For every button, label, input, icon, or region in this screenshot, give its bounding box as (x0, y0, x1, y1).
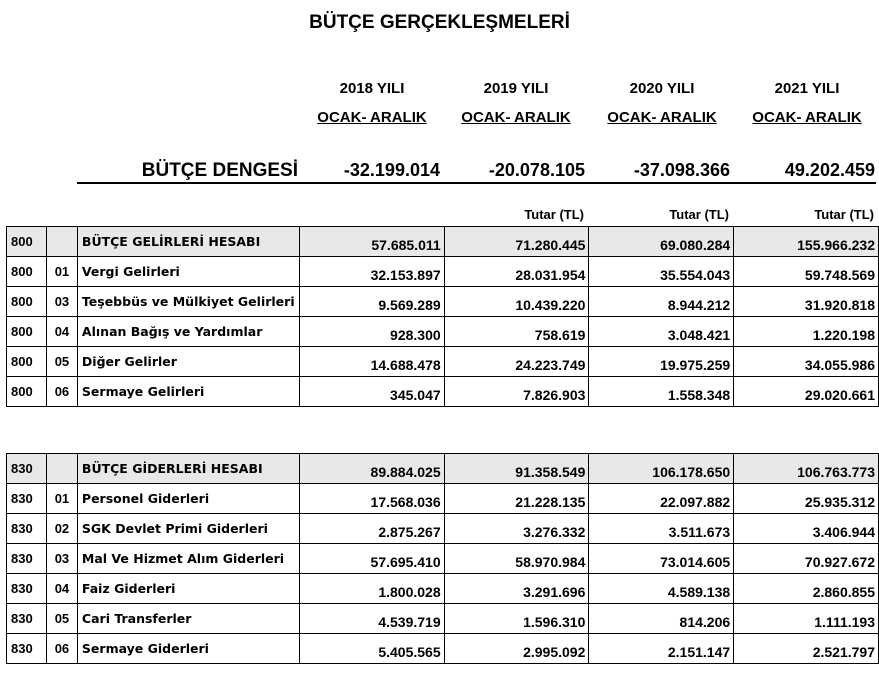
account-code: 800 (7, 287, 47, 317)
amount-cell: 9.569.289 (299, 287, 444, 317)
amount-cell: 3.291.696 (444, 574, 589, 604)
revenue-table (6, 226, 879, 407)
account-name: Sermaye Gelirleri (77, 377, 299, 407)
amount-cell: 2.151.147 (589, 634, 734, 664)
sub-code: 01 (46, 257, 77, 287)
amount-cell: 89.884.025 (299, 454, 444, 484)
account-code: 830 (7, 514, 47, 544)
amount-cell: 1.220.198 (734, 317, 879, 347)
amount-cell: 4.539.719 (299, 604, 444, 634)
budget-balance-2021: 49.202.459 (784, 160, 875, 180)
year-header-2021: 2021 YILI (774, 80, 840, 97)
table-row (7, 377, 879, 407)
amount-header-2021: Tutar (TL) (814, 207, 874, 222)
amount-cell: 32.153.897 (299, 257, 444, 287)
amount-cell: 758.619 (444, 317, 589, 347)
amount-cell: 3.048.421 (589, 317, 734, 347)
table-row (7, 257, 879, 287)
amount-cell: 21.228.135 (444, 484, 589, 514)
table-row (7, 347, 879, 377)
amount-cell: 25.935.312 (734, 484, 879, 514)
amount-header-2020: Tutar (TL) (669, 207, 729, 222)
amount-cell: 928.300 (299, 317, 444, 347)
amount-cell: 814.206 (589, 604, 734, 634)
account-name: Teşebbüs ve Mülkiyet Gelirleri (77, 287, 299, 317)
amount-cell: 1.111.193 (734, 604, 879, 634)
account-name: SGK Devlet Primi Giderleri (77, 514, 299, 544)
account-code: 830 (7, 544, 47, 574)
amount-cell: 14.688.478 (299, 347, 444, 377)
amount-cell: 4.589.138 (589, 574, 734, 604)
sub-code: 04 (46, 317, 77, 347)
amount-cell: 1.596.310 (444, 604, 589, 634)
sub-code: 03 (46, 287, 77, 317)
sub-code: 05 (46, 604, 77, 634)
amount-cell: 59.748.569 (734, 257, 879, 287)
amount-cell: 29.020.661 (734, 377, 879, 407)
account-code: 800 (7, 347, 47, 377)
table-row (7, 317, 879, 347)
account-code: 830 (7, 634, 47, 664)
amount-cell: 22.097.882 (589, 484, 734, 514)
account-code: 800 (7, 257, 47, 287)
amount-cell: 57.685.011 (299, 227, 444, 257)
sub-code: 03 (46, 544, 77, 574)
sub-code: 06 (46, 377, 77, 407)
sub-code (46, 454, 77, 484)
amount-cell: 2.860.855 (734, 574, 879, 604)
amount-cell: 3.511.673 (589, 514, 734, 544)
account-name: Faiz Giderleri (77, 574, 299, 604)
amount-cell: 70.927.672 (734, 544, 879, 574)
account-code: 800 (7, 317, 47, 347)
amount-cell: 35.554.043 (589, 257, 734, 287)
account-name: Diğer Gelirler (77, 347, 299, 377)
amount-cell: 2.995.092 (444, 634, 589, 664)
sub-code (46, 227, 77, 257)
amount-cell: 1.800.028 (299, 574, 444, 604)
account-name: Sermaye Giderleri (77, 634, 299, 664)
amount-cell: 31.920.818 (734, 287, 879, 317)
period-label-2021: OCAK- ARALIK (752, 109, 862, 126)
period-label-2020: OCAK- ARALIK (607, 109, 717, 126)
year-header-2020: 2020 YILI (629, 80, 695, 97)
account-code: 830 (7, 484, 47, 514)
amount-cell: 10.439.220 (444, 287, 589, 317)
budget-balance-2018: -32.199.014 (343, 160, 440, 180)
amount-cell: 155.966.232 (734, 227, 879, 257)
amount-cell: 28.031.954 (444, 257, 589, 287)
account-name: Mal Ve Hizmet Alım Giderleri (77, 544, 299, 574)
amount-cell: 3.406.944 (734, 514, 879, 544)
table-row (7, 574, 879, 604)
account-code: 800 (7, 377, 47, 407)
amount-cell: 106.178.650 (589, 454, 734, 484)
budget-balance-2020: -37.098.366 (633, 160, 730, 180)
amount-cell: 17.568.036 (299, 484, 444, 514)
sub-code: 06 (46, 634, 77, 664)
revenue-total-row (7, 227, 879, 257)
amount-cell: 345.047 (299, 377, 444, 407)
year-header-2018: 2018 YILI (339, 80, 405, 97)
sub-code: 05 (46, 347, 77, 377)
expense-table (6, 453, 879, 664)
budget-balance-2019: -20.078.105 (488, 160, 585, 180)
table-row (7, 514, 879, 544)
balance-underline (77, 182, 876, 184)
amount-cell: 58.970.984 (444, 544, 589, 574)
sub-code: 04 (46, 574, 77, 604)
budget-balance-label: BÜTÇE DENGESİ (141, 160, 298, 181)
amount-header-2019: Tutar (TL) (524, 207, 584, 222)
sub-code: 01 (46, 484, 77, 514)
table-row (7, 544, 879, 574)
table-row (7, 634, 879, 664)
account-name: BÜTÇE GİDERLERİ HESABI (77, 454, 299, 484)
amount-cell: 71.280.445 (444, 227, 589, 257)
amount-cell: 73.014.605 (589, 544, 734, 574)
amount-cell: 91.358.549 (444, 454, 589, 484)
account-code: 830 (7, 574, 47, 604)
period-label-2019: OCAK- ARALIK (461, 109, 571, 126)
account-name: Personel Giderleri (77, 484, 299, 514)
account-name: Alınan Bağış ve Yardımlar (77, 317, 299, 347)
table-row (7, 484, 879, 514)
amount-cell: 7.826.903 (444, 377, 589, 407)
period-label-2018: OCAK- ARALIK (317, 109, 427, 126)
table-row (7, 287, 879, 317)
amount-cell: 5.405.565 (299, 634, 444, 664)
account-code: 830 (7, 604, 47, 634)
account-name: Cari Transferler (77, 604, 299, 634)
account-code: 800 (7, 227, 47, 257)
amount-cell: 19.975.259 (589, 347, 734, 377)
amount-cell: 57.695.410 (299, 544, 444, 574)
account-code: 830 (7, 454, 47, 484)
table-row (7, 604, 879, 634)
amount-cell: 34.055.986 (734, 347, 879, 377)
year-header-2019: 2019 YILI (483, 80, 549, 97)
amount-cell: 106.763.773 (734, 454, 879, 484)
amount-cell: 2.521.797 (734, 634, 879, 664)
page-title: BÜTÇE GERÇEKLEŞMELERİ (309, 12, 570, 33)
amount-cell: 24.223.749 (444, 347, 589, 377)
amount-cell: 2.875.267 (299, 514, 444, 544)
amount-cell: 69.080.284 (589, 227, 734, 257)
amount-cell: 1.558.348 (589, 377, 734, 407)
expense-total-row (7, 454, 879, 484)
amount-cell: 8.944.212 (589, 287, 734, 317)
amount-cell: 3.276.332 (444, 514, 589, 544)
sub-code: 02 (46, 514, 77, 544)
account-name: Vergi Gelirleri (77, 257, 299, 287)
account-name: BÜTÇE GELİRLERİ HESABI (77, 227, 299, 257)
